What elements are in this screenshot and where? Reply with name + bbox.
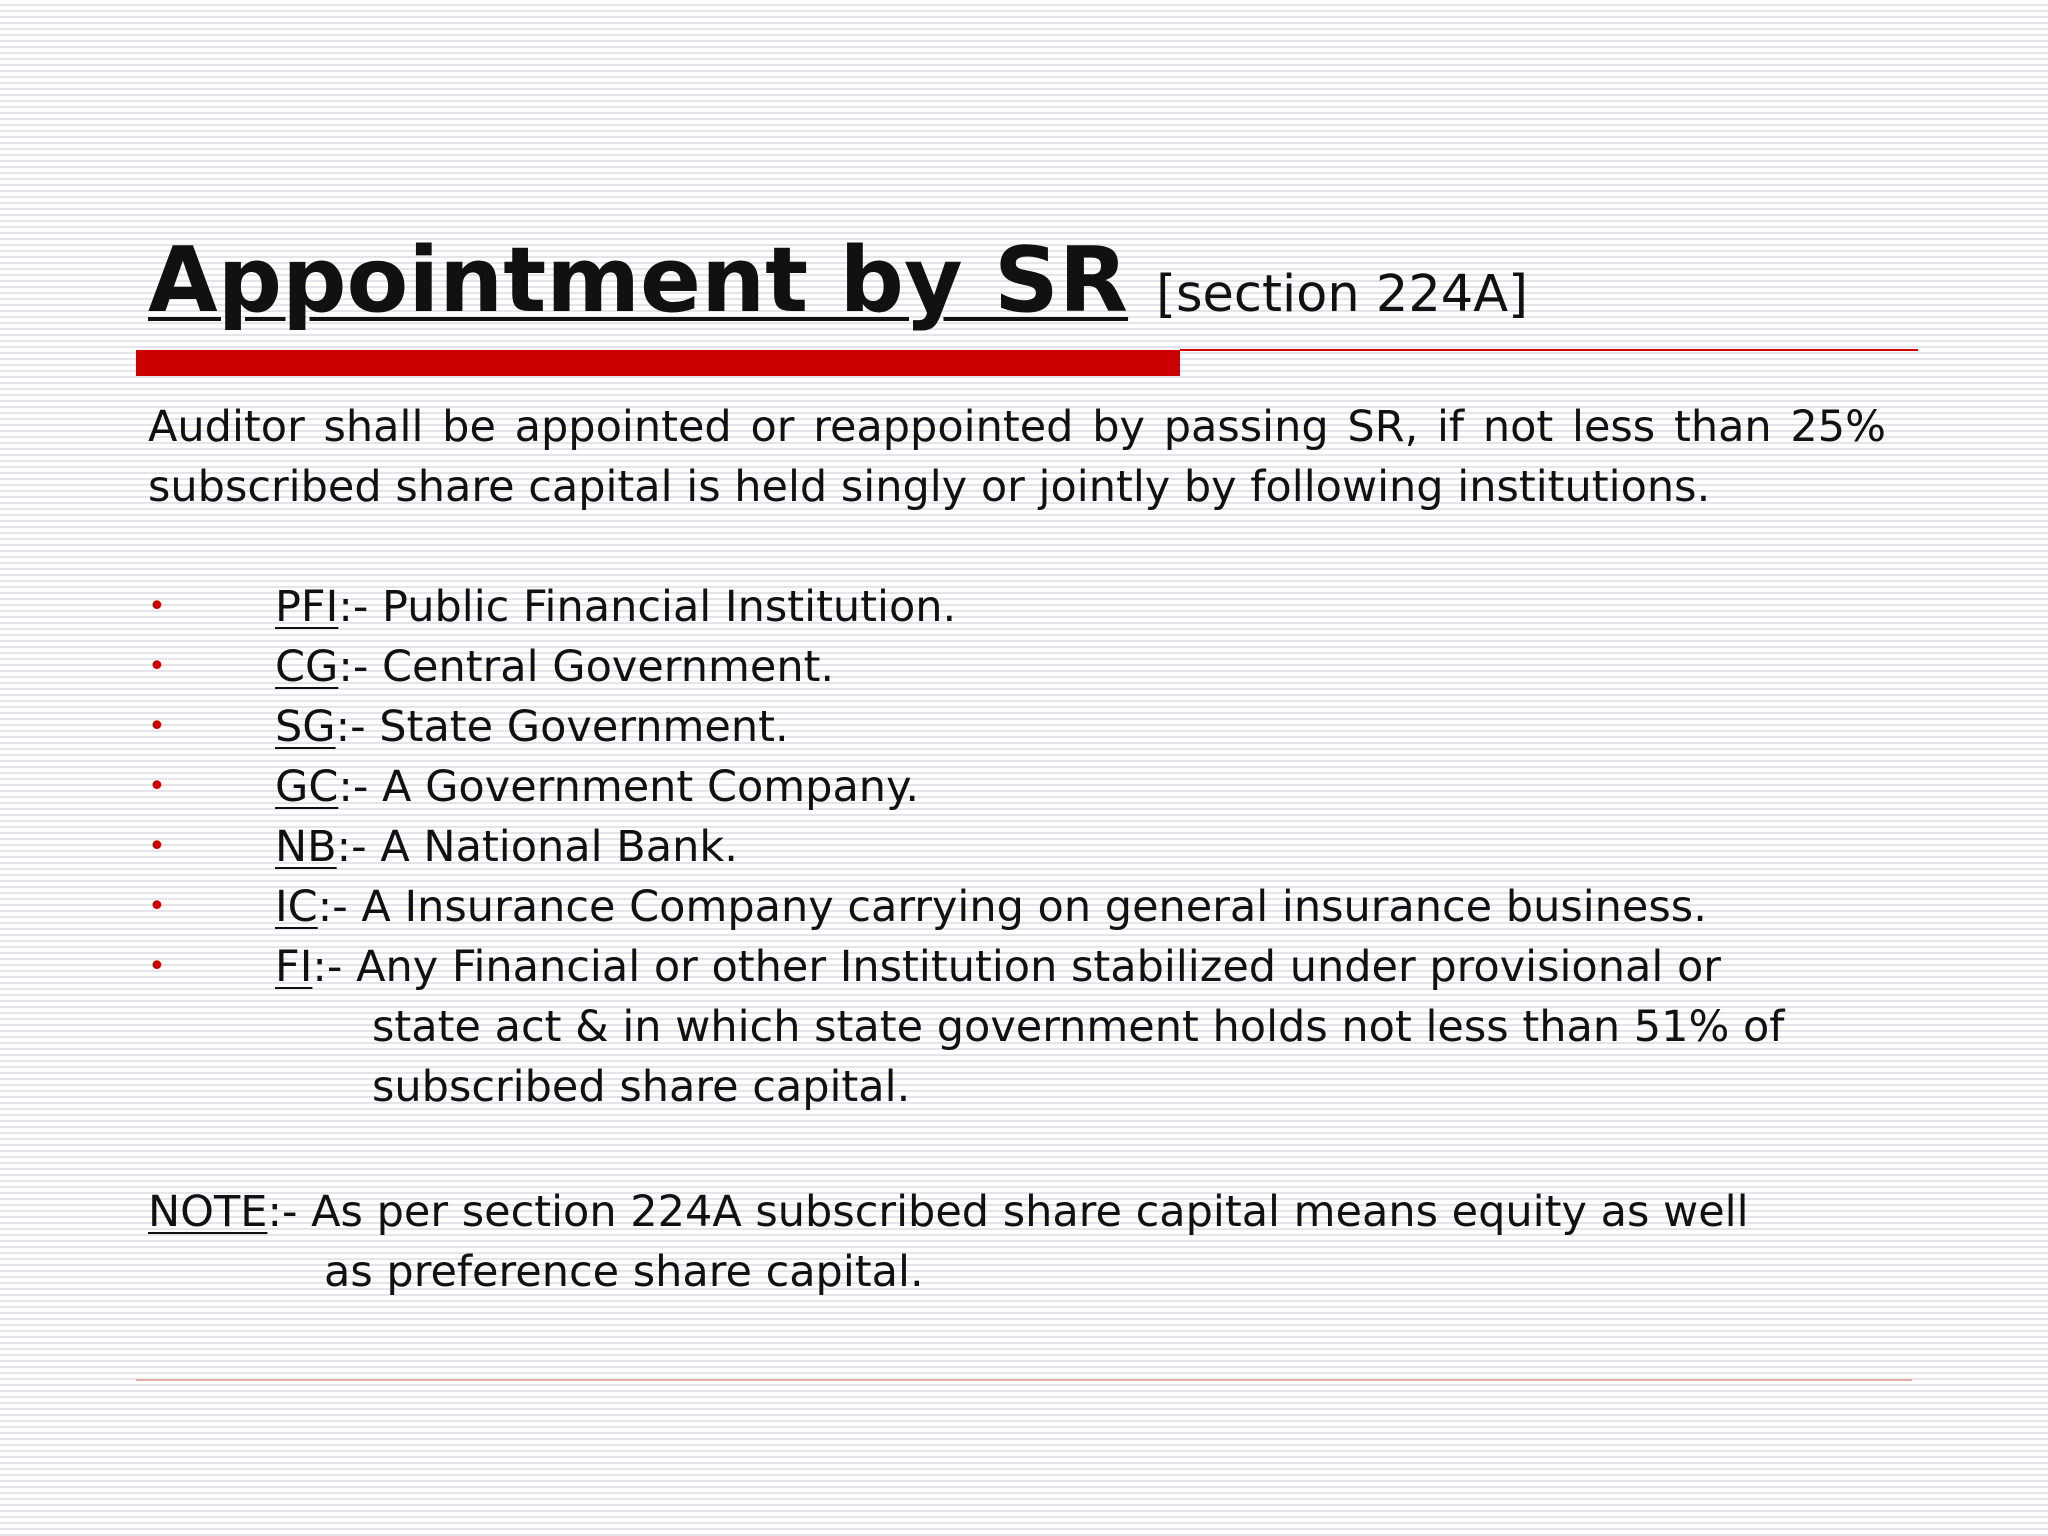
bullet-dot-icon: •: [148, 709, 166, 744]
bullet-dot-icon: •: [148, 649, 166, 684]
slide-subtitle: [section 224A]: [1156, 265, 1528, 324]
note-label: NOTE: [148, 1187, 268, 1237]
intro-paragraph: Auditor shall be appointed or reappointed by passing SR, if not less than 25% subscribed share capital is held singly or jointly by following institutions.: [148, 402, 1886, 512]
list-item: [148, 577, 1888, 637]
title-accent-bar: [136, 350, 1180, 376]
note-continuation: as preference share capital.: [324, 1247, 924, 1297]
institution-list: [148, 577, 1888, 1117]
bullet-dot-icon: •: [148, 589, 166, 624]
item-text: :- A National Bank.: [336, 822, 738, 872]
item-abbr: FI: [275, 942, 313, 992]
item-text: :- Any Financial or other Institution stabilized under provisional or: [312, 942, 1721, 992]
list-item: [148, 637, 1888, 697]
note-line: [148, 1182, 1888, 1242]
footer-divider: [136, 1379, 1912, 1381]
list-item: [148, 877, 1888, 937]
item-abbr: CG: [275, 642, 339, 692]
list-item: [148, 817, 1888, 877]
item-text: :- A Insurance Company carrying on general insurance business.: [317, 882, 1707, 932]
item-text: :- Central Government.: [338, 642, 835, 692]
item-abbr: SG: [275, 702, 336, 752]
slide-title-row: [148, 228, 1528, 333]
bullet-dot-icon: •: [148, 769, 166, 804]
slide-title: Appointment by SR: [148, 228, 1129, 333]
list-item: [148, 937, 1888, 1117]
note-block: [148, 1182, 1888, 1302]
item-abbr: NB: [275, 822, 337, 872]
item-abbr: IC: [275, 882, 318, 932]
item-continuation: state act & in which state government holds not less than 51% of: [372, 1002, 1785, 1052]
list-item: [148, 697, 1888, 757]
bullet-dot-icon: •: [148, 829, 166, 864]
item-text: :- State Government.: [335, 702, 789, 752]
title-accent-line: [1180, 349, 1918, 351]
item-continuation: subscribed share capital.: [372, 1062, 911, 1112]
item-abbr: GC: [275, 762, 339, 812]
list-item: [148, 757, 1888, 817]
item-text: :- A Government Company.: [338, 762, 920, 812]
note-text: :- As per section 224A subscribed share capital means equity as well: [267, 1187, 1749, 1237]
bullet-dot-icon: •: [148, 949, 166, 984]
item-abbr: PFI: [275, 582, 339, 632]
bullet-dot-icon: •: [148, 889, 166, 924]
item-text: :- Public Financial Institution.: [338, 582, 957, 632]
